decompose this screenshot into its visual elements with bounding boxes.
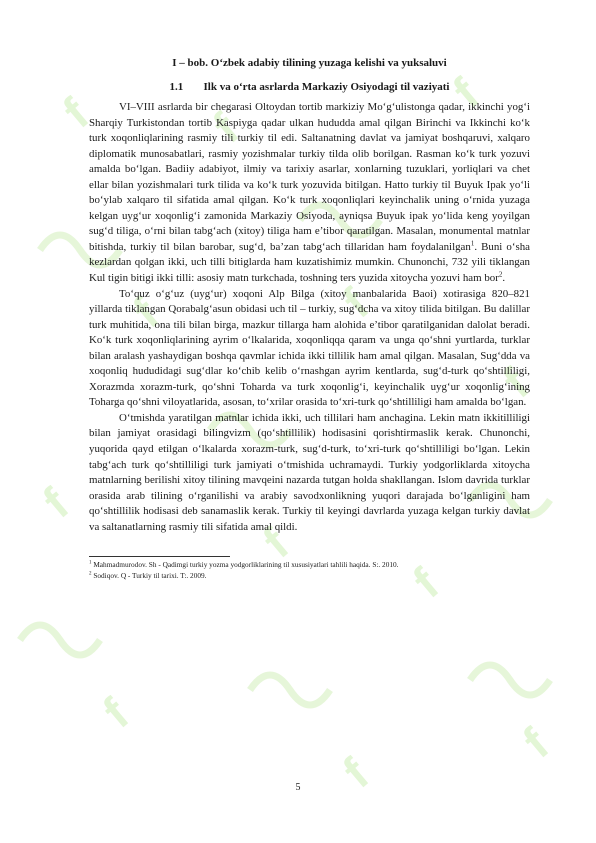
paragraph-3 [89, 411, 530, 535]
section-number: 1.1 [169, 81, 184, 93]
svg-text:f: f [253, 517, 299, 568]
svg-text:f: f [33, 477, 79, 528]
footnote-divider [89, 556, 230, 557]
footnote-ref-1[interactable]: 1 [470, 239, 475, 248]
svg-text:f: f [443, 67, 489, 118]
document-page [89, 52, 530, 581]
section-heading [89, 80, 530, 94]
footnote-1-text: Mahmadmurodov. Sh - Qadimgi turkiy yozma yodgorliklarining til xususiyatlari tahlili haqida. S:. 2010. [91, 560, 399, 570]
paragraph-2-text: To‘quz o‘g‘uz (uyg‘ur) xoqoni Alp Bilga (xitoy manbalarida Baoi) xotirasiga 820–821 yillarda tiklangan Qorabalg‘asun obidasi uch til – turkiy, sug‘dcha va xitoy tilida bitilgan. Bu dalillar turk muhitida, ona tili bilan birga, mazkur tillarga ham alohida e’tibor qaratilganidan dalolat beradi. Ko‘k turk xoqonliqlarining ayrim o‘lkalarida, xoqonliqqa qaram va unga qo‘shni yurtlarda, turklar bilan aralash yashaydigan boshqa qavmlar ichida ikki tillilik ham amal qilgan. Masalan, Sug‘dda va xoqonliq hududidagi sug‘dlar ko‘chib kelib o‘rnashgan ayrim kentlarda, sug‘d-turk qo‘shtilliligi, Xorazmda xorazm-turk, qo‘shni Toharda va turk xoqonlig‘i, keyinchalik uyg‘ur xoqonlig‘ining Toharga qo‘shni viloyatlarida, asosan, to‘xrilar orasida to‘xri-turk qo‘shtilliligi ham amalda bo‘lgan. [89, 287, 530, 409]
paragraph-1-end: . [502, 272, 506, 285]
svg-text:f: f [123, 287, 169, 338]
page-number: 5 [295, 782, 301, 793]
svg-text:f: f [403, 557, 449, 608]
svg-text:f: f [53, 87, 99, 138]
svg-text:f: f [493, 357, 539, 408]
svg-text:f: f [513, 717, 559, 768]
paragraph-1-tail: . Buni o‘sha kezlardan qolgan ikki, uch tilli bitiglarda ham kuzatishimiz mumkin. Chunonchi, 732 yili tiklangan Kul tigin bitigi ikki tilli: asosiy matn turkchada, toshning ters yuzida xitoycha yozuvi ham bor [89, 240, 530, 285]
paragraph-2 [89, 287, 530, 411]
footnote-2 [89, 571, 530, 582]
paragraph-1 [89, 100, 530, 287]
footnote-mark-1: 1 [89, 560, 92, 566]
svg-text:f: f [333, 747, 379, 798]
section-title: Ilk va o‘rta asrlarda Markaziy Osiyodagi til vaziyati [203, 81, 450, 93]
footnote-ref-2[interactable]: 2 [498, 270, 503, 279]
footnote-mark-2: 2 [89, 571, 92, 577]
chapter-title: I – bob. O‘zbek adabiy tilining yuzaga kelishi va yuksaluvi [172, 57, 447, 69]
svg-text:f: f [93, 687, 139, 738]
footnote-1 [89, 560, 530, 571]
paragraph-1-text: VI–VIII asrlarda bir chegarasi Oltoydan tortib markiziy Mo‘g‘ulistonga qadar, ikkinchi yog‘i Sharqiy Turkistondan tortib Kaspiyga qadar ulkan hududda amal qilgan Birinchi va Ikkinchi ko‘k turk xoqonliqlarining rasmiy tili turkiy til edi. Saltanatning davlat va jamiyat boshqaruvi, xalqaro diplomatik munosabatlari, rasmiy yozishmalar turkiy tilda olib borilgan. Rasman ko‘k turk yozuvi amalda bo‘lgan. Badiiy adabiyot, ilmiy va tarixiy asarlar, xonlarning tuzuklari, yorliqlari va chet ellar bilan yozishmalari turk tilida va ko‘k turk yozuvida bitilgan. Hatto turkiy til Buyuk Ipak yo‘li bo‘ylab xalqaro til sifatida amal qilgan. Ko‘k turk xoqonliqlari keyinchalik uning o‘rnida yuzaga kelgan uyg‘ur xoqonlig‘i zamonida Markaziy Osiyoda, ayniqsa Buyuk ipak yo‘lida keng yoyilgan sug‘d tiliga, o‘rni bilan tabg‘ach (xitoy) tiliga ham e’tibor qaratilgan. Masalan, monumental matnlar bitishda, turkiy til bilan barobar, sug‘d, ba’zan tabg‘ach tillaridan ham foydalanilgan [89, 101, 530, 253]
footnote-2-text: Sodiqov. Q - Turkiy til tarixi. T:. 2009. [91, 570, 207, 580]
svg-text:f: f [203, 102, 249, 153]
svg-text:f: f [333, 277, 379, 328]
paragraph-3-text: O‘tmishda yaratilgan matnlar ichida ikki, uch tillilari ham anchagina. Lekin matn ikkitilliligi bilan jamiyat orasidagi bilingvizm (qo‘shtillilik) hodisasini qorishtirmaslik kerak. Chunonchi, yuqorida qayd etilgan o‘lkalarda xorazm-turk, sug‘d-turk, to‘xri-turk qo‘shtilliligi bo‘lgan. Lekin tabg‘ach turk qo‘shtilliligi turk jamiyati o‘tmishida uchramaydi. Turkiy yodgorliklarda xitoycha matnlarning berilishi xitoy tilining mavqeini nazarda tutgan holda shakllangan. Islom davrida turklar orasida arab tilining o‘rganilishi va arabiy savodxonlikning yuqori darajada bo‘lganligini ham qo‘shtillilik hodisasi deb sanamaslik kerak. Turkiy til keyingi davrlarda yuzaga kelgan turkiy davlat va saltanatlarning rasmiy tili sifatida amal qildi. [89, 411, 530, 533]
